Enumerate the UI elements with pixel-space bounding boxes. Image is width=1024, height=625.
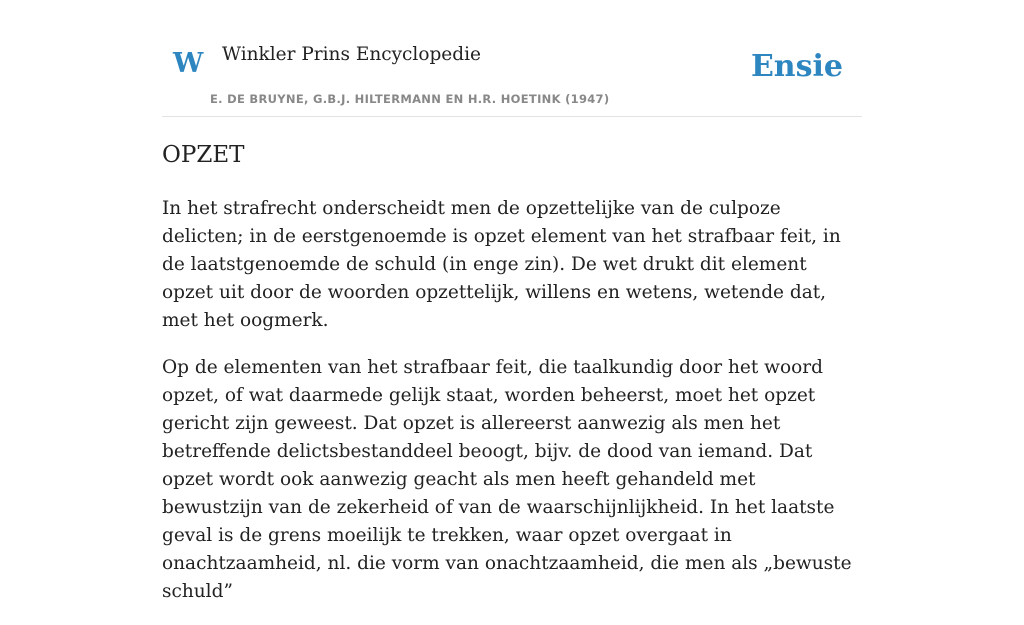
source-title[interactable]: Winkler Prins Encyclopedie (222, 44, 481, 65)
winkler-prins-logo[interactable]: W (173, 48, 204, 79)
article-body (162, 195, 862, 606)
source-header (162, 0, 862, 117)
ensie-brand-logo[interactable]: Ensie (750, 49, 843, 84)
article (162, 140, 862, 625)
source-authors: E. DE BRUYNE, G.B.J. HILTERMANN EN H.R. HOETINK (1947) (210, 92, 610, 106)
article-paragraph-2: Op de elementen van het strafbaar feit, die taalkundig door het woord opzet, of wat daarmede gelijk staat, worden beheerst, moet het opzet gericht zijn geweest. Dat opzet is allereerst aanwezig als men het betreffende delictsbestanddeel beoogt, bijv. de dood van iemand. Dat opzet wordt ook aanwezig geacht als men heeft gehandeld met bewustzijn van de zekerheid of van de waarschijnlijkheid. In het laatste geval is de grens moeilijk te trekken, waar opzet overgaat in onachtzaamheid, nl. die vorm van onachtzaamheid, die men als „bewuste schuld” (162, 357, 852, 602)
article-paragraph-1: In het strafrecht onderscheidt men de opzettelijke van de culpoze delicten; in de eerstgenoemde is opzet element van het strafbaar feit, in de laatstgenoemde de schuld (in enge zin). De wet drukt dit element opzet uit door de woorden opzettelijk, willens en wetens, wetende dat, met het oogmerk. (162, 198, 841, 331)
article-title: OPZET (162, 142, 245, 168)
